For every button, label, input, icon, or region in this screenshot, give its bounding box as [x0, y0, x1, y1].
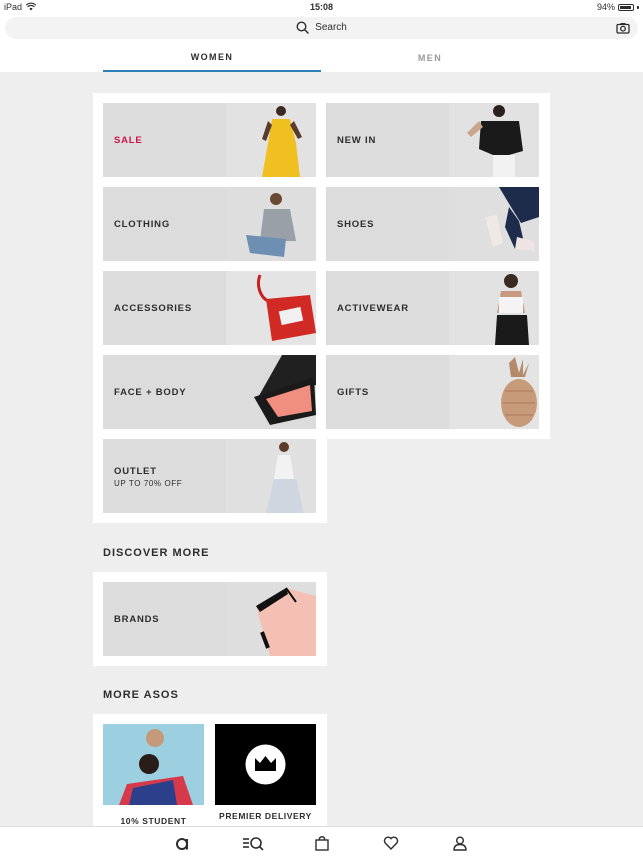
category-label: SALE [114, 135, 143, 146]
bag-icon[interactable] [312, 833, 332, 853]
category-label: ACTIVEWEAR [337, 303, 409, 314]
more-asos-card-premier[interactable] [215, 724, 316, 824]
search-bar [0, 14, 643, 43]
premier-delivery-image [215, 724, 316, 805]
activewear-model-image [449, 271, 539, 345]
accessories-bag-image [226, 271, 316, 345]
category-tile-shoes[interactable] [326, 187, 539, 261]
status-time: 15:08 [309, 2, 334, 12]
shoes-model-image [449, 187, 539, 261]
category-tile-new-in[interactable] [326, 103, 539, 177]
battery-icon [618, 4, 634, 11]
gifts-pineapple-image [449, 355, 539, 429]
section-title-discover-more: DISCOVER MORE [103, 547, 210, 559]
category-tile-activewear[interactable] [326, 271, 539, 345]
category-label: FACE + BODY [114, 387, 187, 398]
category-tile-face-body[interactable] [103, 355, 316, 429]
outlet-model-image [226, 439, 316, 513]
student-discount-image [103, 724, 204, 805]
category-label: GIFTS [337, 387, 369, 398]
account-icon[interactable] [450, 833, 470, 853]
section-title-more-asos: MORE ASOS [103, 689, 179, 701]
battery-tip [637, 6, 639, 9]
clothing-model-image [226, 187, 316, 261]
tab-men[interactable]: MEN [417, 52, 443, 63]
category-tile-clothing[interactable] [103, 187, 316, 261]
category-tile-gifts[interactable] [326, 355, 539, 429]
category-tile-accessories[interactable] [103, 271, 316, 345]
tab-women[interactable]: WOMEN [103, 43, 321, 72]
search-icon [296, 21, 309, 34]
search-placeholder: Search [315, 22, 347, 33]
category-tile-outlet[interactable] [103, 439, 316, 513]
device-label: iPad [4, 2, 23, 12]
category-tile-sale[interactable] [103, 103, 316, 177]
category-label: SHOES [337, 219, 375, 230]
discover-label: BRANDS [114, 614, 160, 625]
home-icon[interactable] [173, 833, 193, 853]
crown-icon [215, 724, 316, 805]
search-field[interactable] [5, 17, 638, 39]
category-label: CLOTHING [114, 219, 171, 230]
sale-model-image [226, 103, 316, 177]
gender-tabs [0, 43, 643, 72]
category-label: NEW IN [337, 135, 377, 146]
more-asos-panel [93, 714, 327, 826]
category-label: OUTLET [114, 466, 157, 477]
battery-percent: 94% [596, 2, 615, 12]
card-caption: PREMIER DELIVERY [219, 811, 312, 821]
face-body-palette-image [226, 355, 316, 429]
saved-icon[interactable] [381, 833, 401, 853]
browse-icon[interactable] [242, 833, 264, 853]
card-caption: 10% STUDENT [120, 816, 187, 826]
status-bar [0, 0, 643, 14]
category-label: ACCESSORIES [114, 303, 192, 314]
brands-jacket-image [226, 582, 316, 656]
category-sublabel: UP TO 70% OFF [114, 479, 183, 488]
camera-icon[interactable] [616, 21, 630, 35]
discover-tile-brands[interactable] [103, 582, 316, 656]
bottom-nav [0, 826, 643, 858]
new-in-model-image [449, 103, 539, 177]
more-asos-card-student[interactable] [103, 724, 204, 824]
